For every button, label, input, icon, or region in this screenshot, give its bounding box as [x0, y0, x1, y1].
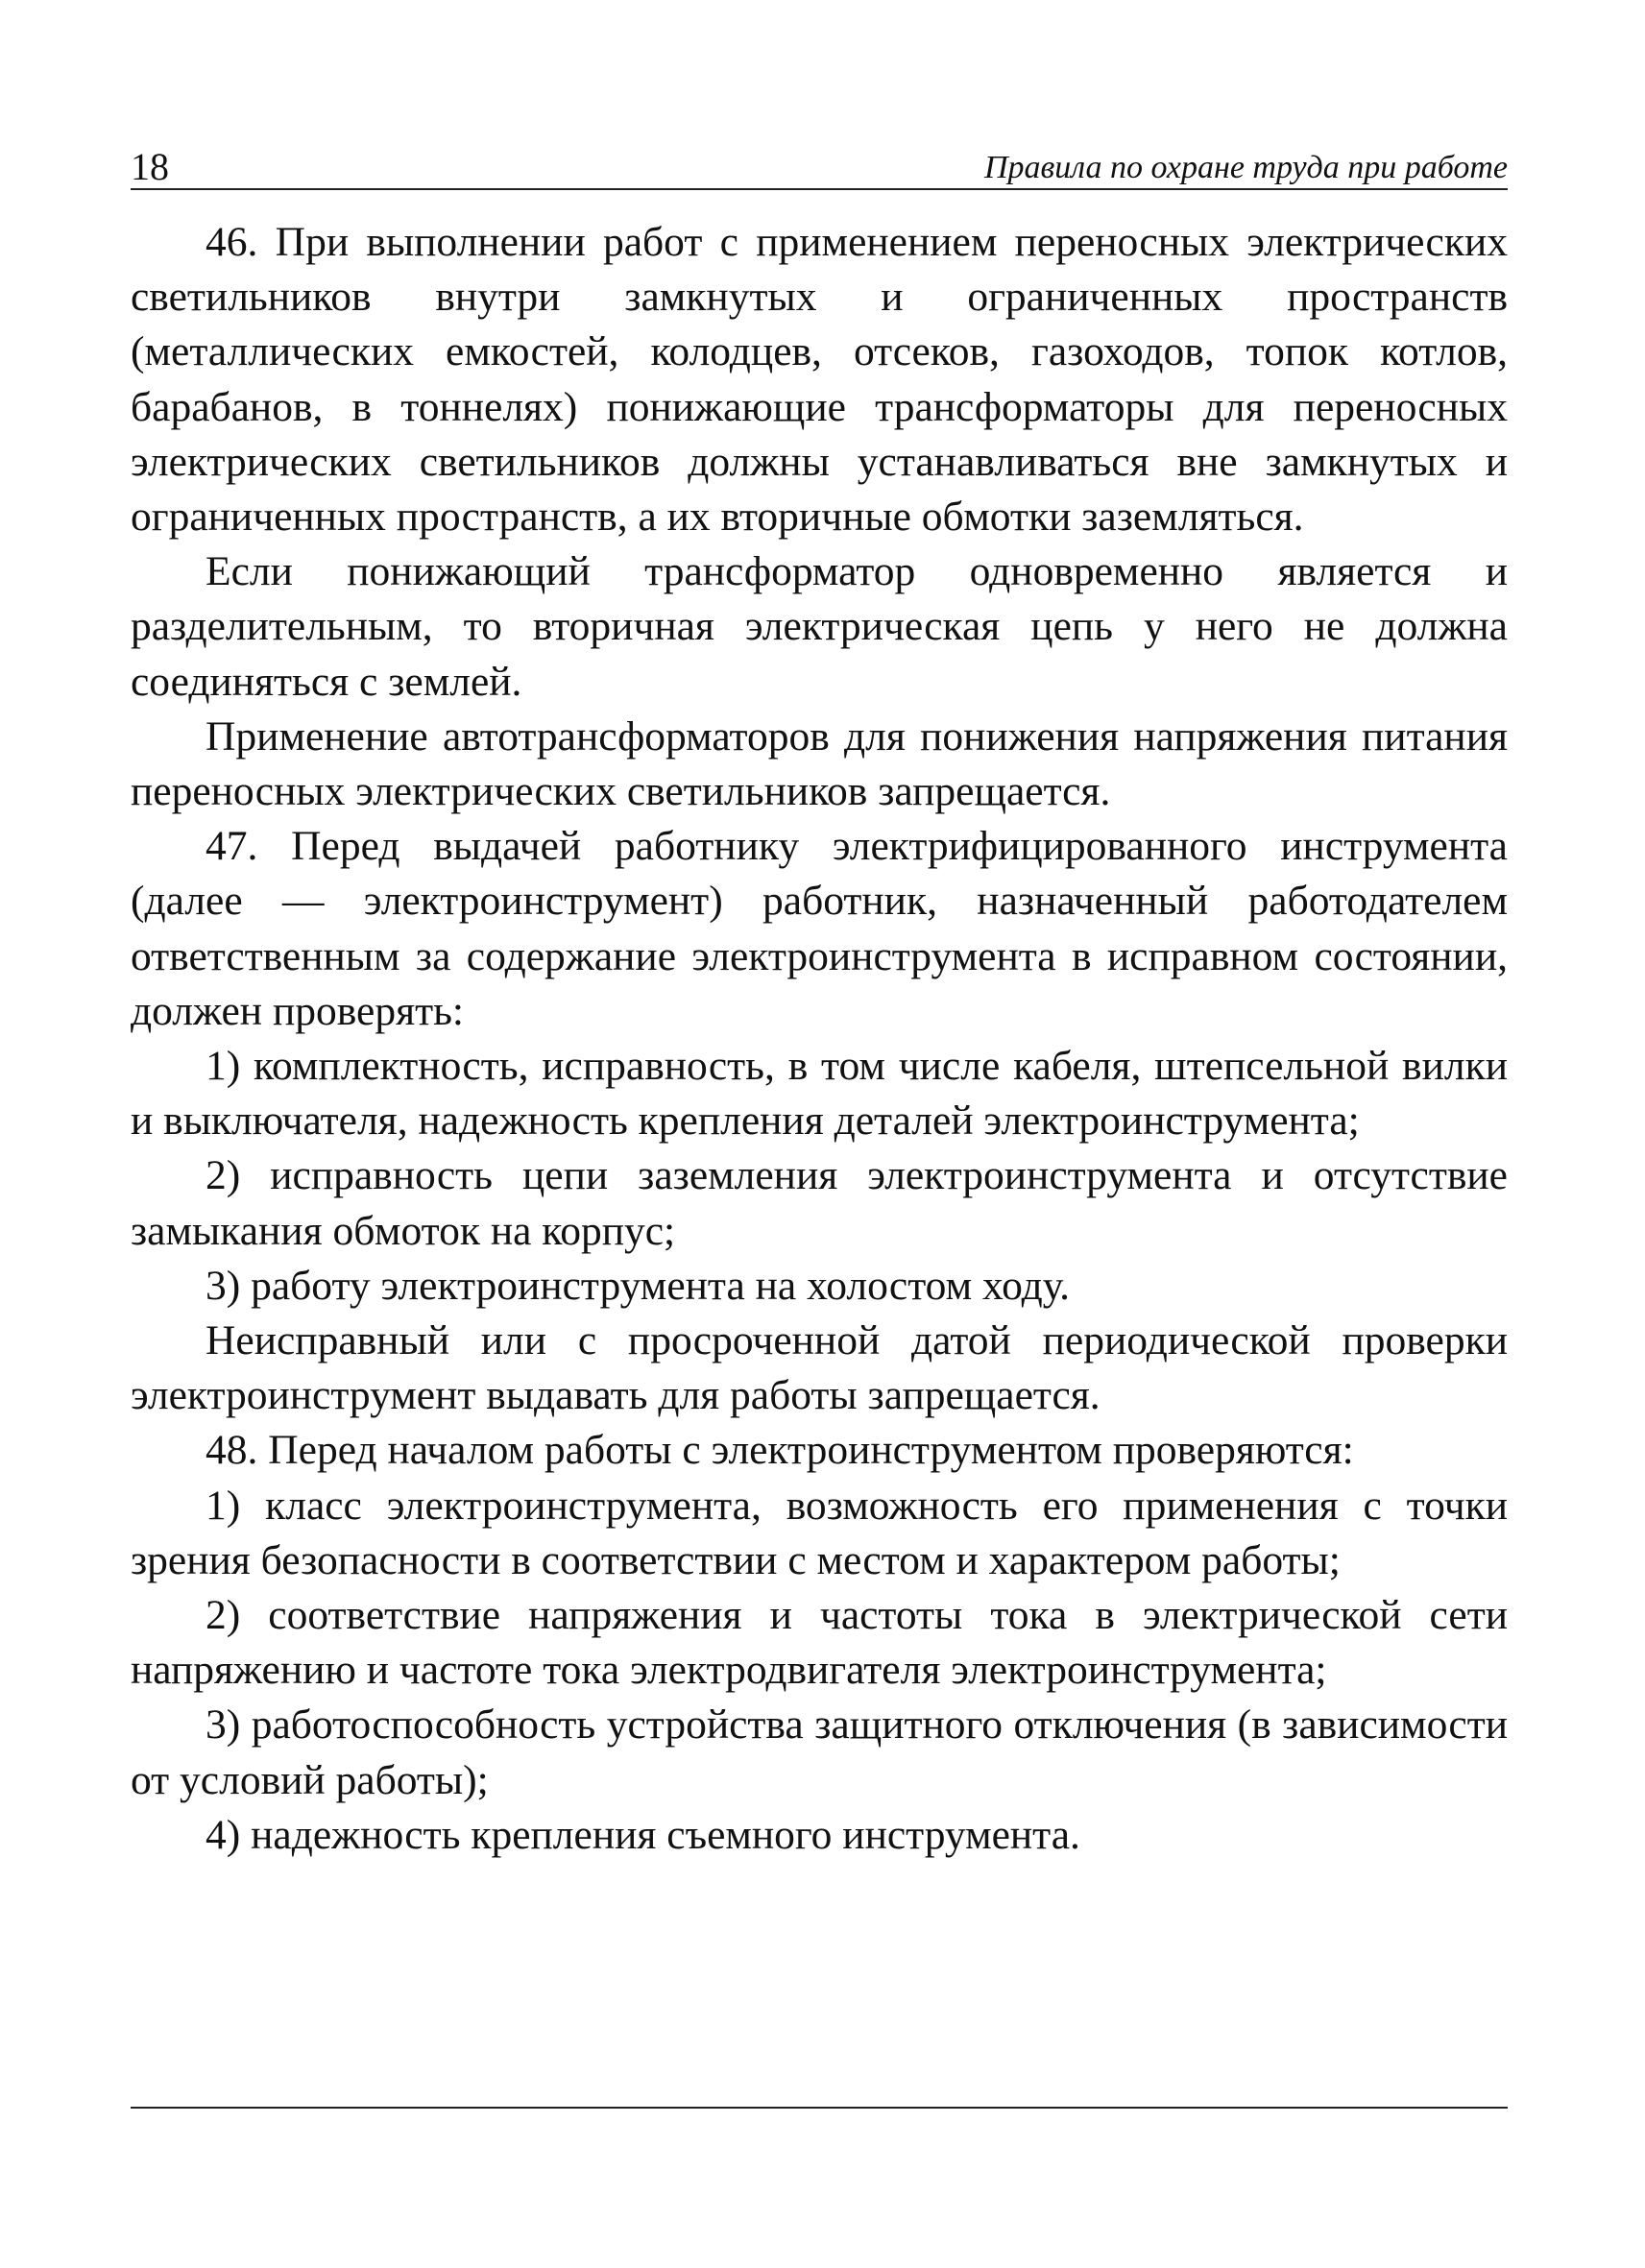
- bottom-rule: [131, 2107, 1508, 2109]
- paragraph: Если понижающий трансформатор одновременно является и разделительным, то вторичная электрическая цепь у него не должна соединяться с землей.: [131, 548, 1508, 705]
- page-number: 18: [131, 145, 169, 188]
- paragraph: Применение автотрансформаторов для понижения напряжения питания переносных электрических светильников запрещается.: [131, 712, 1508, 815]
- paragraph-46: 46. При выполнении работ с применением переносных электрических светильников внутри замкнутых и ограниченных пространств (металлических емкостей, колодцев, отсеков, газоходов, топок котлов, барабанов, в тоннелях) понижающие трансформаторы для переносных электрических светильников должны устанавливаться вне замкнутых и ограниченных пространств, а их вторичные обмотки заземляться.: [131, 219, 1508, 541]
- paragraph: Неисправный или с просроченной датой периодической проверки электроинструмент выдавать для работы запрещается.: [131, 1317, 1508, 1419]
- paragraph-48: 48. Перед началом работы с электроинструментом проверяются:: [206, 1427, 1354, 1474]
- list-item: 3) работу электроинструмента на холостом ходу.: [206, 1262, 1070, 1309]
- list-item: 4) надежность крепления съемного инструмента.: [206, 1811, 1080, 1858]
- running-title: Правила по охране труда при работе: [983, 150, 1508, 185]
- list-item: 1) комплектность, исправность, в том числе кабеля, штепсельной вилки и выключателя, надежность крепления деталей электроинструмента;: [131, 1043, 1508, 1145]
- page-header: [131, 144, 1508, 190]
- body-text: [131, 215, 1508, 1863]
- list-item: 1) класс электроинструмента, возможность его применения с точки зрения безопасности в соответствии с местом и характером работы;: [131, 1482, 1508, 1583]
- list-item: 2) исправность цепи заземления электроинструмента и отсутствие замыкания обмоток на корпус;: [131, 1152, 1508, 1254]
- paragraph-47: 47. Перед выдачей работнику электрифицированного инструмента (далее — электроинструмент) работник, назначенный работодателем ответственным за содержание электроинструмента в исправном состоянии, должен проверять:: [131, 823, 1508, 1034]
- list-item: 3) работоспособность устройства защитного отключения (в зависимости от условий работы);: [131, 1701, 1508, 1803]
- list-item: 2) соответствие напряжения и частоты тока в электрической сети напряжению и частоте тока электродвигателя электроинструмента;: [131, 1592, 1508, 1694]
